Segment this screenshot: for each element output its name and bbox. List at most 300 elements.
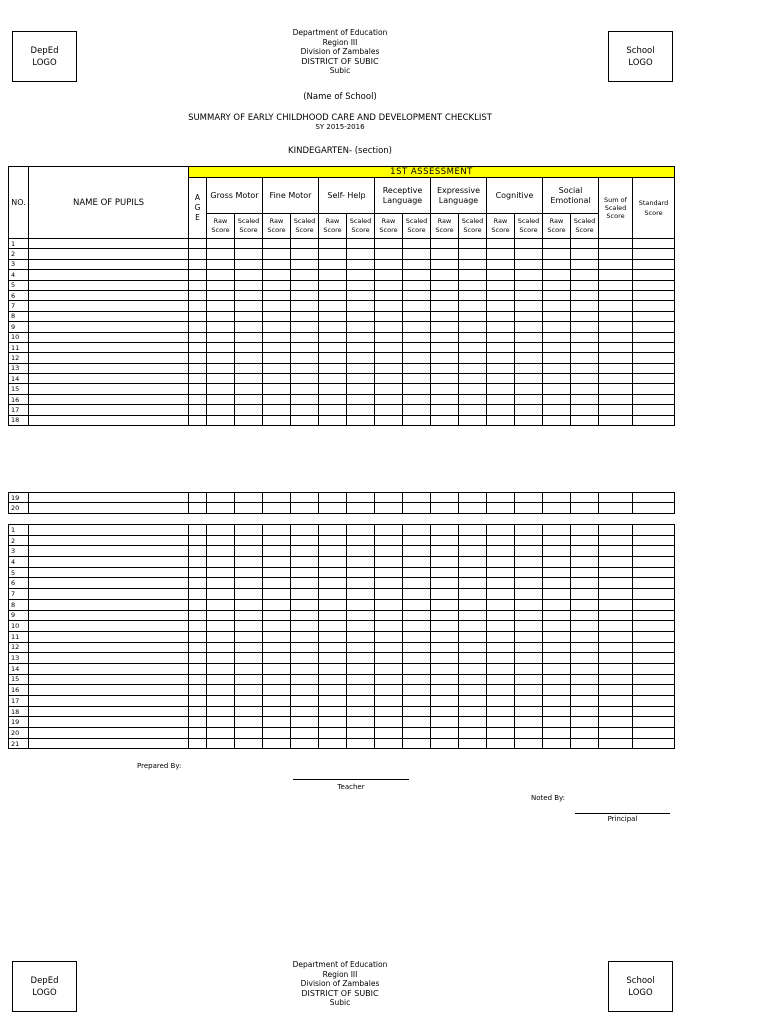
score-cell[interactable]: [235, 415, 263, 425]
score-cell[interactable]: [459, 717, 487, 728]
score-cell[interactable]: [375, 239, 403, 249]
score-cell[interactable]: [263, 301, 291, 311]
score-cell[interactable]: [571, 610, 599, 621]
score-cell[interactable]: [375, 332, 403, 342]
score-cell[interactable]: [599, 415, 633, 425]
score-cell[interactable]: [403, 535, 431, 546]
score-cell[interactable]: [347, 610, 375, 621]
score-cell[interactable]: [263, 706, 291, 717]
score-cell[interactable]: [403, 728, 431, 739]
score-cell[interactable]: [235, 311, 263, 321]
score-cell[interactable]: [291, 353, 319, 363]
score-cell[interactable]: [319, 239, 347, 249]
score-cell[interactable]: [459, 610, 487, 621]
score-cell[interactable]: [543, 239, 571, 249]
score-cell[interactable]: [347, 589, 375, 600]
score-cell[interactable]: [571, 259, 599, 269]
score-cell[interactable]: [571, 384, 599, 394]
score-cell[interactable]: [263, 384, 291, 394]
score-cell[interactable]: [633, 728, 675, 739]
score-cell[interactable]: [235, 239, 263, 249]
score-cell[interactable]: [189, 239, 207, 249]
score-cell[interactable]: [235, 567, 263, 578]
score-cell[interactable]: [487, 546, 515, 557]
score-cell[interactable]: [207, 663, 235, 674]
score-cell[interactable]: [189, 374, 207, 384]
score-cell[interactable]: [571, 239, 599, 249]
score-cell[interactable]: [633, 738, 675, 749]
score-cell[interactable]: [459, 405, 487, 415]
score-cell[interactable]: [319, 728, 347, 739]
score-cell[interactable]: [291, 493, 319, 503]
score-cell[interactable]: [375, 259, 403, 269]
score-cell[interactable]: [319, 685, 347, 696]
score-cell[interactable]: [291, 685, 319, 696]
score-cell[interactable]: [375, 685, 403, 696]
score-cell[interactable]: [515, 578, 543, 589]
score-cell[interactable]: [515, 535, 543, 546]
score-cell[interactable]: [633, 342, 675, 352]
score-cell[interactable]: [263, 270, 291, 280]
score-cell[interactable]: [375, 578, 403, 589]
score-cell[interactable]: [263, 239, 291, 249]
pupil-name-cell[interactable]: [29, 405, 189, 415]
score-cell[interactable]: [291, 631, 319, 642]
score-cell[interactable]: [543, 599, 571, 610]
pupil-name-cell[interactable]: [29, 415, 189, 425]
score-cell[interactable]: [207, 599, 235, 610]
score-cell[interactable]: [459, 631, 487, 642]
score-cell[interactable]: [207, 535, 235, 546]
score-cell[interactable]: [459, 546, 487, 557]
score-cell[interactable]: [319, 363, 347, 373]
score-cell[interactable]: [347, 685, 375, 696]
score-cell[interactable]: [571, 696, 599, 707]
score-cell[interactable]: [263, 394, 291, 404]
score-cell[interactable]: [403, 738, 431, 749]
score-cell[interactable]: [403, 557, 431, 568]
score-cell[interactable]: [459, 493, 487, 503]
score-cell[interactable]: [543, 567, 571, 578]
pupil-name-cell[interactable]: [29, 270, 189, 280]
score-cell[interactable]: [235, 610, 263, 621]
score-cell[interactable]: [189, 270, 207, 280]
score-cell[interactable]: [207, 259, 235, 269]
score-cell[interactable]: [599, 525, 633, 536]
score-cell[interactable]: [403, 653, 431, 664]
score-cell[interactable]: [543, 610, 571, 621]
score-cell[interactable]: [375, 557, 403, 568]
score-cell[interactable]: [189, 610, 207, 621]
score-cell[interactable]: [515, 290, 543, 300]
score-cell[interactable]: [515, 546, 543, 557]
score-cell[interactable]: [291, 415, 319, 425]
score-cell[interactable]: [263, 525, 291, 536]
score-cell[interactable]: [263, 589, 291, 600]
score-cell[interactable]: [291, 259, 319, 269]
score-cell[interactable]: [633, 621, 675, 632]
score-cell[interactable]: [235, 728, 263, 739]
score-cell[interactable]: [403, 249, 431, 259]
score-cell[interactable]: [319, 653, 347, 664]
score-cell[interactable]: [207, 239, 235, 249]
score-cell[interactable]: [347, 322, 375, 332]
score-cell[interactable]: [375, 535, 403, 546]
score-cell[interactable]: [543, 653, 571, 664]
score-cell[interactable]: [599, 567, 633, 578]
score-cell[interactable]: [515, 394, 543, 404]
score-cell[interactable]: [571, 631, 599, 642]
pupil-name-cell[interactable]: [29, 685, 189, 696]
score-cell[interactable]: [189, 706, 207, 717]
score-cell[interactable]: [291, 374, 319, 384]
score-cell[interactable]: [487, 728, 515, 739]
score-cell[interactable]: [347, 415, 375, 425]
score-cell[interactable]: [347, 696, 375, 707]
score-cell[interactable]: [515, 706, 543, 717]
score-cell[interactable]: [319, 525, 347, 536]
pupil-name-cell[interactable]: [29, 567, 189, 578]
score-cell[interactable]: [319, 503, 347, 513]
score-cell[interactable]: [347, 503, 375, 513]
score-cell[interactable]: [347, 301, 375, 311]
score-cell[interactable]: [571, 503, 599, 513]
score-cell[interactable]: [459, 578, 487, 589]
score-cell[interactable]: [375, 249, 403, 259]
score-cell[interactable]: [347, 728, 375, 739]
score-cell[interactable]: [347, 738, 375, 749]
score-cell[interactable]: [403, 311, 431, 321]
score-cell[interactable]: [347, 567, 375, 578]
score-cell[interactable]: [347, 525, 375, 536]
score-cell[interactable]: [403, 674, 431, 685]
score-cell[interactable]: [515, 342, 543, 352]
score-cell[interactable]: [347, 280, 375, 290]
score-cell[interactable]: [571, 685, 599, 696]
score-cell[interactable]: [487, 621, 515, 632]
score-cell[interactable]: [459, 301, 487, 311]
score-cell[interactable]: [431, 280, 459, 290]
score-cell[interactable]: [515, 642, 543, 653]
score-cell[interactable]: [189, 557, 207, 568]
score-cell[interactable]: [235, 589, 263, 600]
score-cell[interactable]: [543, 696, 571, 707]
score-cell[interactable]: [189, 653, 207, 664]
score-cell[interactable]: [319, 589, 347, 600]
pupil-name-cell[interactable]: [29, 394, 189, 404]
score-cell[interactable]: [633, 353, 675, 363]
score-cell[interactable]: [599, 674, 633, 685]
score-cell[interactable]: [459, 674, 487, 685]
score-cell[interactable]: [235, 394, 263, 404]
score-cell[interactable]: [633, 374, 675, 384]
score-cell[interactable]: [347, 717, 375, 728]
score-cell[interactable]: [291, 696, 319, 707]
score-cell[interactable]: [291, 589, 319, 600]
score-cell[interactable]: [543, 738, 571, 749]
score-cell[interactable]: [459, 259, 487, 269]
score-cell[interactable]: [263, 342, 291, 352]
pupil-name-cell[interactable]: [29, 738, 189, 749]
score-cell[interactable]: [263, 405, 291, 415]
score-cell[interactable]: [599, 239, 633, 249]
score-cell[interactable]: [633, 642, 675, 653]
score-cell[interactable]: [375, 728, 403, 739]
score-cell[interactable]: [571, 674, 599, 685]
score-cell[interactable]: [235, 706, 263, 717]
score-cell[interactable]: [347, 706, 375, 717]
score-cell[interactable]: [431, 653, 459, 664]
score-cell[interactable]: [633, 674, 675, 685]
score-cell[interactable]: [571, 405, 599, 415]
score-cell[interactable]: [487, 384, 515, 394]
score-cell[interactable]: [235, 621, 263, 632]
score-cell[interactable]: [235, 363, 263, 373]
score-cell[interactable]: [459, 353, 487, 363]
score-cell[interactable]: [487, 578, 515, 589]
score-cell[interactable]: [543, 311, 571, 321]
score-cell[interactable]: [347, 653, 375, 664]
score-cell[interactable]: [515, 384, 543, 394]
score-cell[interactable]: [375, 621, 403, 632]
score-cell[interactable]: [431, 706, 459, 717]
score-cell[interactable]: [431, 663, 459, 674]
score-cell[interactable]: [207, 706, 235, 717]
score-cell[interactable]: [459, 290, 487, 300]
score-cell[interactable]: [431, 363, 459, 373]
score-cell[interactable]: [207, 301, 235, 311]
score-cell[interactable]: [599, 270, 633, 280]
score-cell[interactable]: [487, 405, 515, 415]
score-cell[interactable]: [403, 415, 431, 425]
score-cell[interactable]: [319, 322, 347, 332]
pupil-name-cell[interactable]: [29, 353, 189, 363]
pupil-name-cell[interactable]: [29, 280, 189, 290]
score-cell[interactable]: [599, 374, 633, 384]
score-cell[interactable]: [263, 631, 291, 642]
score-cell[interactable]: [375, 503, 403, 513]
score-cell[interactable]: [571, 374, 599, 384]
score-cell[interactable]: [515, 493, 543, 503]
score-cell[interactable]: [633, 599, 675, 610]
score-cell[interactable]: [207, 394, 235, 404]
score-cell[interactable]: [189, 674, 207, 685]
score-cell[interactable]: [599, 301, 633, 311]
score-cell[interactable]: [375, 415, 403, 425]
score-cell[interactable]: [319, 599, 347, 610]
score-cell[interactable]: [487, 610, 515, 621]
score-cell[interactable]: [543, 546, 571, 557]
score-cell[interactable]: [599, 535, 633, 546]
score-cell[interactable]: [347, 535, 375, 546]
score-cell[interactable]: [375, 706, 403, 717]
score-cell[interactable]: [487, 663, 515, 674]
score-cell[interactable]: [403, 589, 431, 600]
score-cell[interactable]: [459, 728, 487, 739]
score-cell[interactable]: [599, 663, 633, 674]
score-cell[interactable]: [599, 311, 633, 321]
score-cell[interactable]: [571, 301, 599, 311]
score-cell[interactable]: [571, 415, 599, 425]
score-cell[interactable]: [189, 301, 207, 311]
score-cell[interactable]: [571, 311, 599, 321]
score-cell[interactable]: [291, 405, 319, 415]
score-cell[interactable]: [543, 706, 571, 717]
score-cell[interactable]: [515, 503, 543, 513]
score-cell[interactable]: [207, 405, 235, 415]
score-cell[interactable]: [599, 631, 633, 642]
score-cell[interactable]: [403, 332, 431, 342]
score-cell[interactable]: [515, 332, 543, 342]
score-cell[interactable]: [263, 332, 291, 342]
pupil-name-cell[interactable]: [29, 653, 189, 664]
score-cell[interactable]: [459, 557, 487, 568]
score-cell[interactable]: [263, 546, 291, 557]
score-cell[interactable]: [633, 685, 675, 696]
score-cell[interactable]: [291, 270, 319, 280]
score-cell[interactable]: [459, 653, 487, 664]
score-cell[interactable]: [543, 663, 571, 674]
score-cell[interactable]: [571, 728, 599, 739]
score-cell[interactable]: [543, 259, 571, 269]
score-cell[interactable]: [515, 717, 543, 728]
score-cell[interactable]: [633, 384, 675, 394]
score-cell[interactable]: [291, 546, 319, 557]
score-cell[interactable]: [543, 631, 571, 642]
score-cell[interactable]: [207, 415, 235, 425]
score-cell[interactable]: [459, 663, 487, 674]
score-cell[interactable]: [291, 311, 319, 321]
score-cell[interactable]: [235, 384, 263, 394]
score-cell[interactable]: [571, 363, 599, 373]
score-cell[interactable]: [431, 578, 459, 589]
score-cell[interactable]: [403, 685, 431, 696]
score-cell[interactable]: [263, 259, 291, 269]
score-cell[interactable]: [319, 706, 347, 717]
score-cell[interactable]: [403, 374, 431, 384]
pupil-name-cell[interactable]: [29, 589, 189, 600]
score-cell[interactable]: [633, 663, 675, 674]
score-cell[interactable]: [515, 685, 543, 696]
score-cell[interactable]: [403, 290, 431, 300]
score-cell[interactable]: [403, 363, 431, 373]
pupil-name-cell[interactable]: [29, 663, 189, 674]
score-cell[interactable]: [189, 621, 207, 632]
score-cell[interactable]: [189, 535, 207, 546]
score-cell[interactable]: [515, 738, 543, 749]
score-cell[interactable]: [487, 311, 515, 321]
score-cell[interactable]: [431, 599, 459, 610]
score-cell[interactable]: [487, 374, 515, 384]
score-cell[interactable]: [571, 342, 599, 352]
score-cell[interactable]: [571, 599, 599, 610]
score-cell[interactable]: [633, 589, 675, 600]
score-cell[interactable]: [189, 738, 207, 749]
score-cell[interactable]: [319, 332, 347, 342]
score-cell[interactable]: [487, 503, 515, 513]
score-cell[interactable]: [431, 557, 459, 568]
score-cell[interactable]: [459, 685, 487, 696]
score-cell[interactable]: [347, 259, 375, 269]
score-cell[interactable]: [403, 621, 431, 632]
score-cell[interactable]: [487, 249, 515, 259]
score-cell[interactable]: [375, 270, 403, 280]
score-cell[interactable]: [543, 342, 571, 352]
score-cell[interactable]: [487, 535, 515, 546]
score-cell[interactable]: [459, 415, 487, 425]
score-cell[interactable]: [375, 363, 403, 373]
score-cell[interactable]: [291, 394, 319, 404]
score-cell[interactable]: [515, 610, 543, 621]
score-cell[interactable]: [431, 610, 459, 621]
score-cell[interactable]: [543, 290, 571, 300]
score-cell[interactable]: [431, 535, 459, 546]
score-cell[interactable]: [319, 259, 347, 269]
score-cell[interactable]: [263, 717, 291, 728]
score-cell[interactable]: [459, 280, 487, 290]
score-cell[interactable]: [235, 631, 263, 642]
score-cell[interactable]: [375, 280, 403, 290]
score-cell[interactable]: [189, 663, 207, 674]
score-cell[interactable]: [459, 342, 487, 352]
score-cell[interactable]: [291, 578, 319, 589]
score-cell[interactable]: [347, 405, 375, 415]
score-cell[interactable]: [189, 342, 207, 352]
score-cell[interactable]: [487, 394, 515, 404]
score-cell[interactable]: [487, 589, 515, 600]
score-cell[interactable]: [599, 738, 633, 749]
pupil-name-cell[interactable]: [29, 384, 189, 394]
score-cell[interactable]: [347, 546, 375, 557]
score-cell[interactable]: [235, 259, 263, 269]
score-cell[interactable]: [235, 280, 263, 290]
score-cell[interactable]: [291, 621, 319, 632]
score-cell[interactable]: [459, 270, 487, 280]
score-cell[interactable]: [189, 503, 207, 513]
score-cell[interactable]: [291, 738, 319, 749]
score-cell[interactable]: [319, 394, 347, 404]
score-cell[interactable]: [375, 717, 403, 728]
score-cell[interactable]: [189, 642, 207, 653]
score-cell[interactable]: [189, 525, 207, 536]
score-cell[interactable]: [543, 493, 571, 503]
score-cell[interactable]: [633, 405, 675, 415]
score-cell[interactable]: [403, 525, 431, 536]
score-cell[interactable]: [291, 239, 319, 249]
score-cell[interactable]: [487, 239, 515, 249]
score-cell[interactable]: [263, 557, 291, 568]
score-cell[interactable]: [291, 280, 319, 290]
score-cell[interactable]: [459, 535, 487, 546]
score-cell[interactable]: [403, 599, 431, 610]
pupil-name-cell[interactable]: [29, 311, 189, 321]
score-cell[interactable]: [403, 503, 431, 513]
score-cell[interactable]: [347, 621, 375, 632]
score-cell[interactable]: [543, 535, 571, 546]
score-cell[interactable]: [543, 280, 571, 290]
score-cell[interactable]: [403, 322, 431, 332]
score-cell[interactable]: [375, 405, 403, 415]
score-cell[interactable]: [459, 311, 487, 321]
score-cell[interactable]: [263, 567, 291, 578]
score-cell[interactable]: [431, 249, 459, 259]
score-cell[interactable]: [403, 353, 431, 363]
score-cell[interactable]: [403, 546, 431, 557]
score-cell[interactable]: [571, 653, 599, 664]
score-cell[interactable]: [571, 589, 599, 600]
score-cell[interactable]: [431, 642, 459, 653]
score-cell[interactable]: [543, 374, 571, 384]
